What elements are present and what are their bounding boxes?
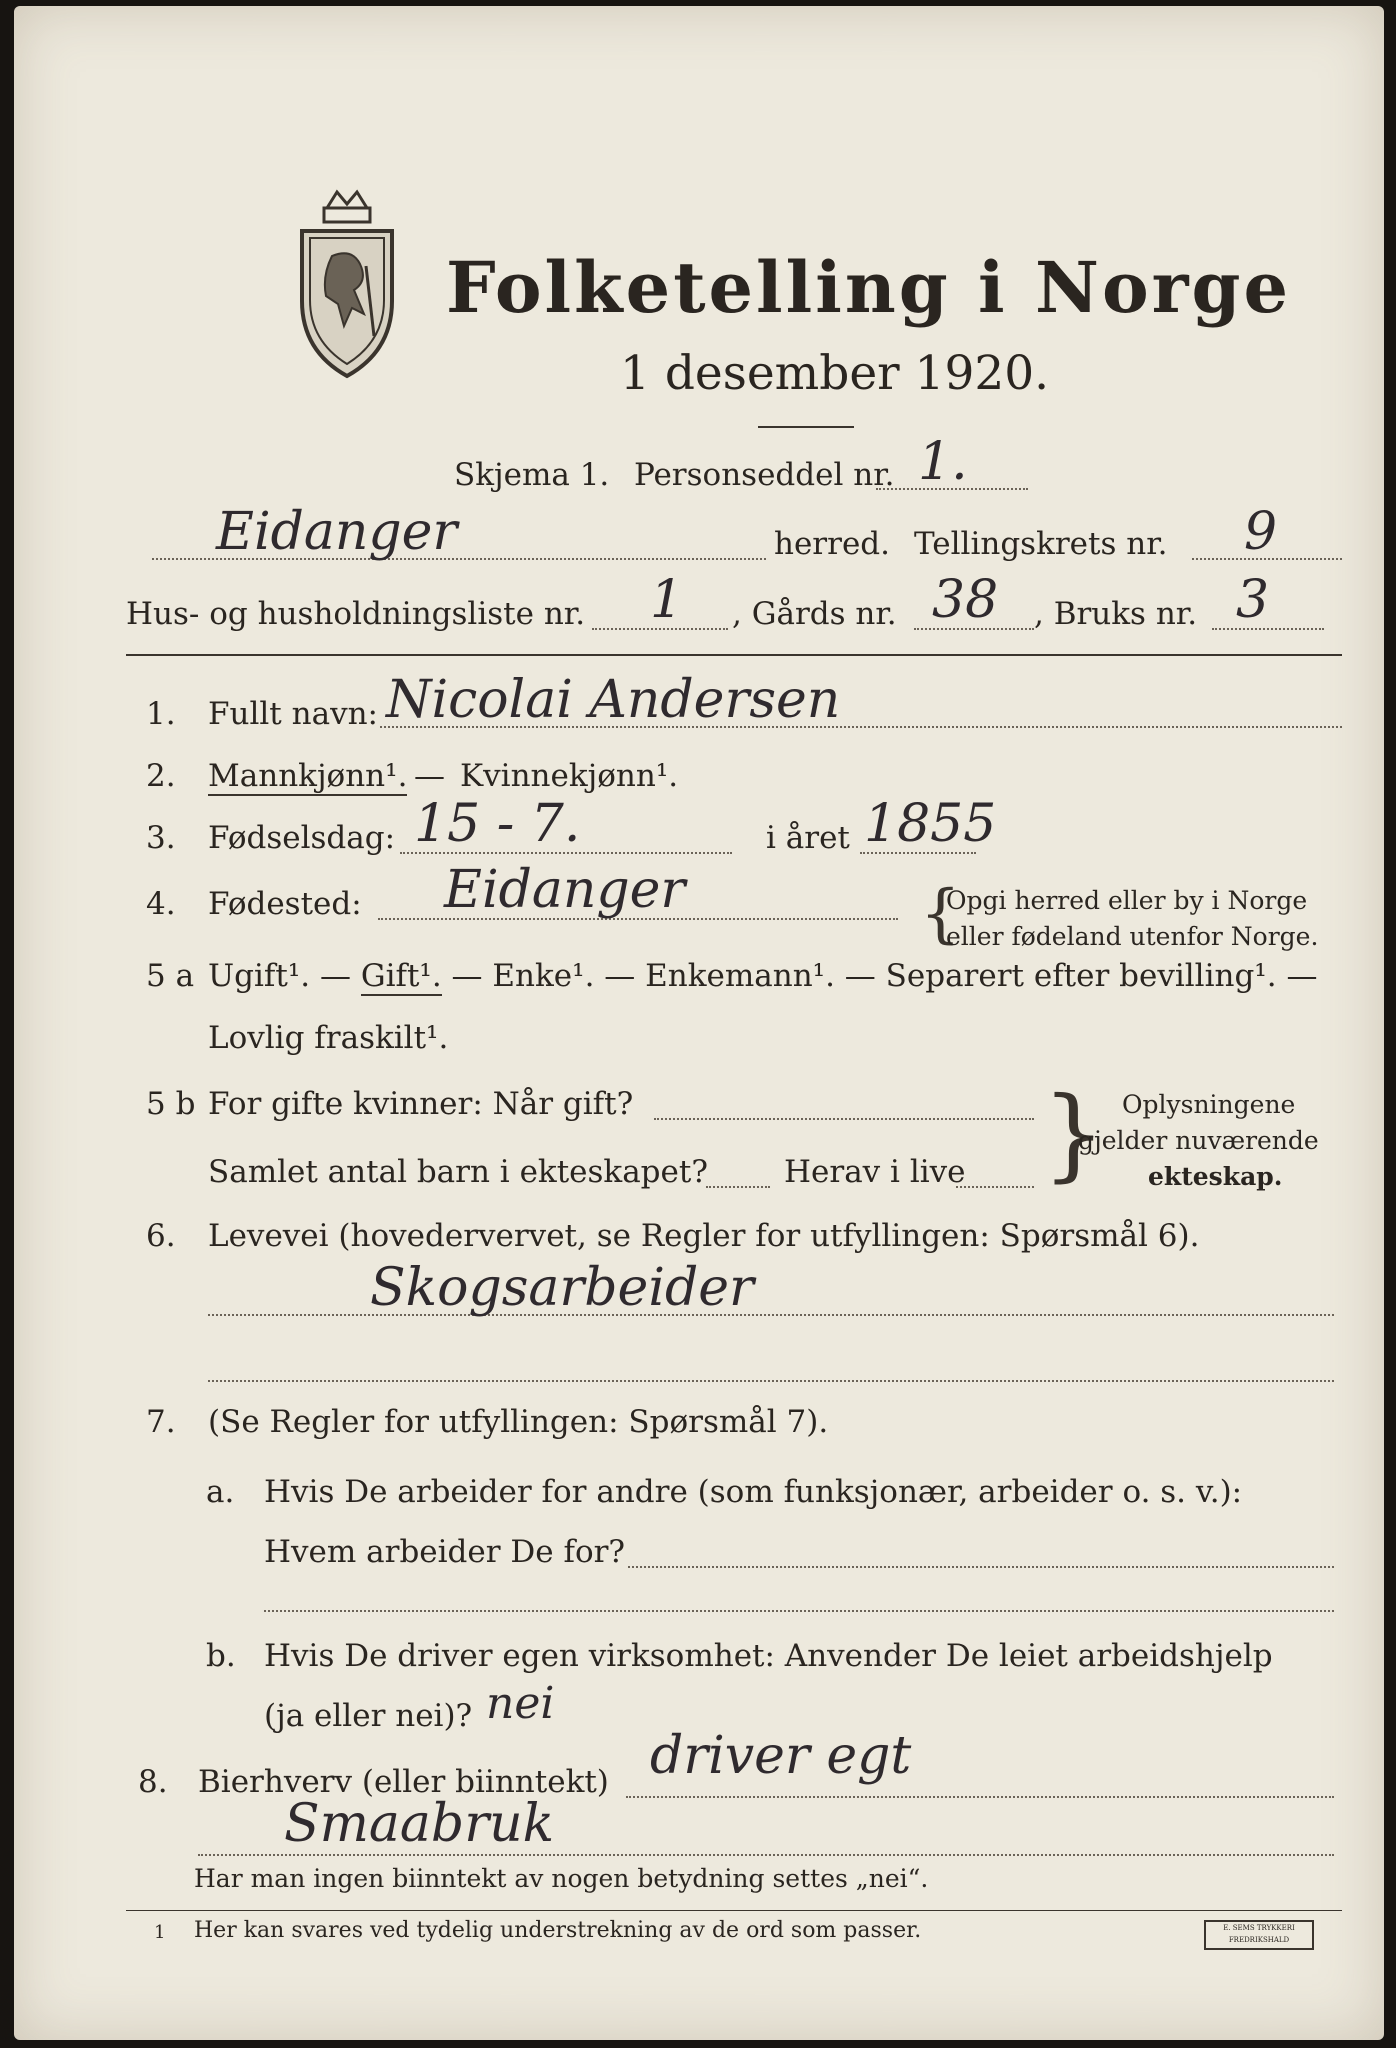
herred-label: herred. xyxy=(774,526,890,562)
gender-separator: — xyxy=(414,758,445,794)
birth-year-value: 1855 xyxy=(864,794,997,854)
bruks-label: , Bruks nr. xyxy=(1034,596,1198,632)
q6-number: 6. xyxy=(146,1218,176,1254)
q3-number: 3. xyxy=(146,820,176,856)
birthdate-value: 15 - 7. xyxy=(414,794,581,854)
q4-note-line1: Opgi herred eller by i Norge xyxy=(946,886,1308,915)
q1-number: 1. xyxy=(146,696,176,732)
hus-label: Hus- og husholdningsliste nr. xyxy=(126,596,586,632)
q7b-number: b. xyxy=(206,1638,236,1674)
q1-label: Fullt navn: xyxy=(208,696,378,732)
q5b-alive-line xyxy=(956,1186,1034,1188)
q7-number: 7. xyxy=(146,1404,176,1440)
gender-male-option: Mannkjønn¹. xyxy=(208,758,408,794)
tellingskrets-label: Tellingskrets nr. xyxy=(914,526,1168,562)
q3-label: Fødselsdag: xyxy=(208,820,396,856)
hired-help-value: nei xyxy=(486,1678,555,1729)
year-label: i året xyxy=(766,820,850,856)
q5b-note-line1: Oplysningene xyxy=(1122,1090,1296,1119)
q5b-children-line xyxy=(706,1186,770,1188)
q5b-number: 5 b xyxy=(146,1086,196,1122)
q7b-line2: (ja eller nei)? xyxy=(264,1698,473,1734)
census-form xyxy=(14,6,1384,2040)
q5b-line2b: Herav i live xyxy=(784,1154,966,1190)
q5b-note-line3: ekteskap. xyxy=(1148,1162,1283,1191)
q8-number: 8. xyxy=(138,1764,168,1800)
q7a-employer-line xyxy=(628,1566,1334,1568)
schema-label: Skjema 1. xyxy=(454,457,610,493)
full-name-value: Nicolai Andersen xyxy=(386,670,841,730)
header-rule xyxy=(126,654,1342,656)
q7b-line1: Hvis De driver egen virksomhet: Anvender De leiet arbeidshjelp xyxy=(264,1638,1273,1674)
q7a-line1: Hvis De arbeider for andre (som funksjonær, arbeider o. s. v.): xyxy=(264,1474,1243,1510)
census-date: 1 desember 1920. xyxy=(620,346,1050,401)
herred-value: Eidanger xyxy=(216,502,458,562)
q7a-employer-line2 xyxy=(264,1610,1334,1612)
q5a-number: 5 a xyxy=(146,958,195,994)
q7a-line2: Hvem arbeider De for? xyxy=(264,1534,626,1570)
bruks-value: 3 xyxy=(1236,570,1270,630)
side-income-value-2: Smaabruk xyxy=(284,1794,555,1854)
personseddel-value: 1. xyxy=(918,432,968,492)
q4-note-line2: eller fødeland utenfor Norge. xyxy=(946,922,1319,951)
q8-label: Bierhverv (eller biinntekt) xyxy=(198,1764,609,1800)
footnote-mark: 1 xyxy=(154,1922,166,1943)
footnote-text: Her kan svares ved tydelig understrekning av de ord som passer. xyxy=(194,1918,922,1943)
coat-of-arms-icon xyxy=(282,186,412,386)
gards-value: 38 xyxy=(932,570,999,630)
q4-label: Fødested: xyxy=(208,886,362,922)
q8-line1 xyxy=(626,1796,1334,1798)
q5b-married-line xyxy=(654,1118,1034,1120)
hus-value: 1 xyxy=(650,570,684,630)
q4-number: 4. xyxy=(146,886,176,922)
option-others: — Enke¹. — Enkemann¹. — Separert efter bevilling¹. — xyxy=(441,958,1318,994)
q5b-note-line2: gjelder nuværende xyxy=(1078,1126,1319,1155)
q5a-options xyxy=(208,958,1317,994)
printer-stamp: E. SEMS TRYKKERI FREDRIKSHALD xyxy=(1204,1920,1314,1950)
q4-brace: { xyxy=(920,877,961,951)
gender-female-option: Kvinnekjønn¹. xyxy=(460,758,679,794)
occupation-value: Skogsarbeider xyxy=(370,1258,754,1318)
option-gift: Gift¹. xyxy=(360,958,442,994)
title-divider xyxy=(758,426,854,428)
q7-label: (Se Regler for utfyllingen: Spørsmål 7). xyxy=(208,1404,829,1440)
q2-number: 2. xyxy=(146,758,176,794)
birthplace-value: Eidanger xyxy=(444,860,686,920)
q8-line2 xyxy=(198,1854,1334,1856)
side-income-value-1: driver egt xyxy=(650,1726,912,1786)
tellingskrets-value: 9 xyxy=(1244,502,1278,562)
q6-label: Levevei (hovedervervet, se Regler for utfyllingen: Spørsmål 6). xyxy=(208,1218,1200,1254)
q5b-brace: } xyxy=(1042,1075,1106,1192)
no-income-note: Har man ingen biinntekt av nogen betydning settes „nei“. xyxy=(194,1864,929,1893)
option-fraskilt: Lovlig fraskilt¹. xyxy=(208,1020,449,1056)
personseddel-label: Personseddel nr. xyxy=(634,457,895,493)
footnote-rule xyxy=(126,1910,1342,1911)
q5b-line2a: Samlet antal barn i ekteskapet? xyxy=(208,1154,708,1190)
q5b-line1: For gifte kvinner: Når gift? xyxy=(208,1086,634,1122)
q6-line2 xyxy=(208,1380,1334,1382)
form-title: Folketelling i Norge xyxy=(446,246,1292,329)
gards-label: , Gårds nr. xyxy=(732,596,897,632)
option-ugift: Ugift¹. — xyxy=(208,958,361,994)
q7a-number: a. xyxy=(206,1474,235,1510)
